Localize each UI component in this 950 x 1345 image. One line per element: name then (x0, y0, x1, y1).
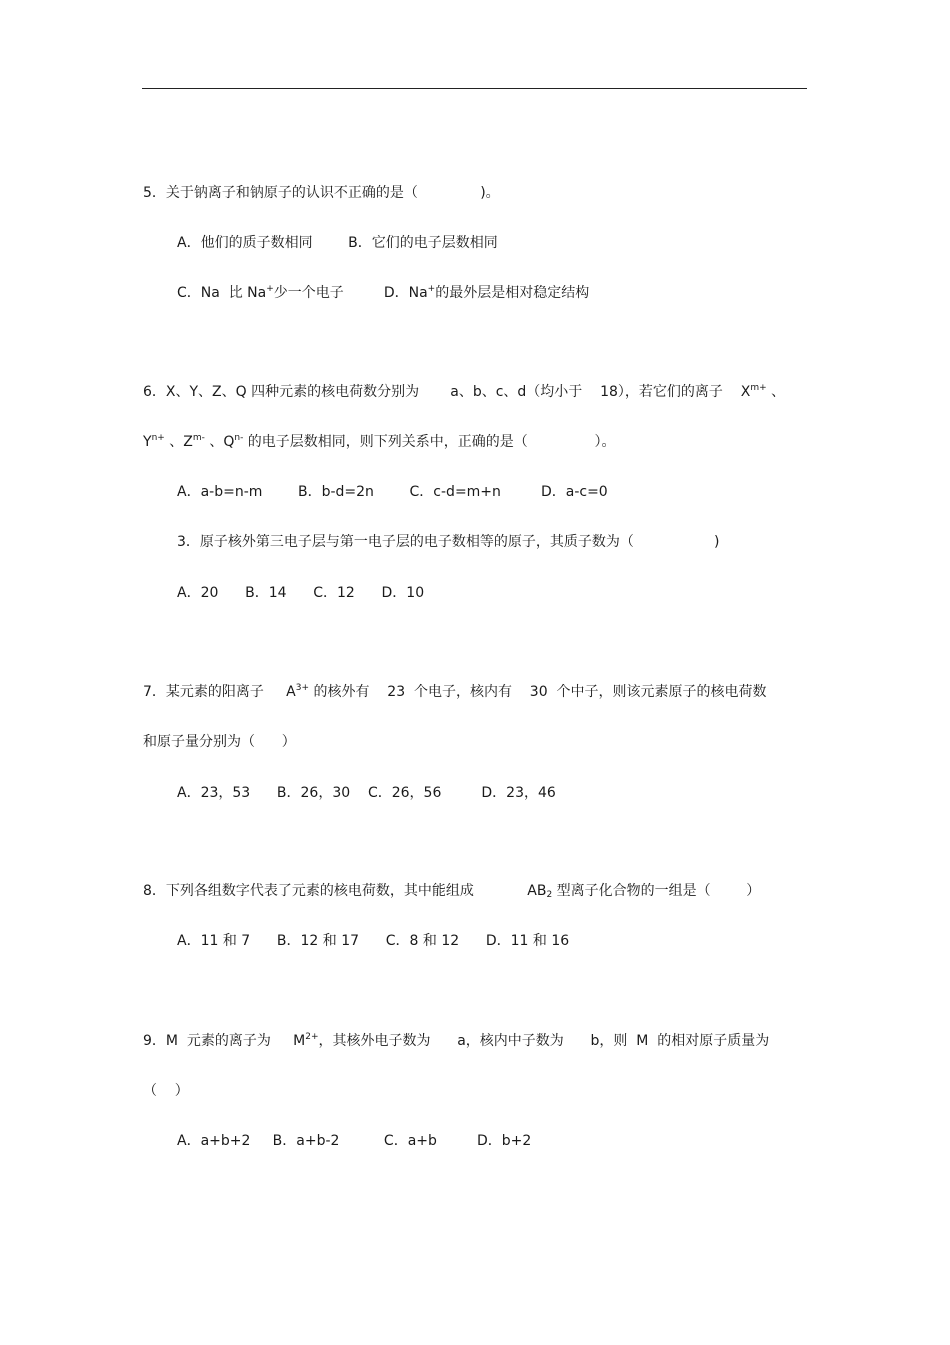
q5-options-ab: A．他们的质子数相同 B．它们的电子层数相同 (177, 235, 498, 251)
q7-options: A．23，53 B．26，30 C．26，56 D．23，46 (177, 785, 556, 801)
header-rule (142, 88, 807, 89)
q9-stem-line2: （ ） (143, 1083, 189, 1099)
q9-stem-line1: 9．M 元素的离子为 $M^{2+}$，其核外电子数为 a，核内中子数为 b，则 M 的相对原子质量为 (143, 1032, 770, 1049)
q6-options: A．a-b=n-m B．b-d=2n C．c-d=m+n D．a-c=0 (177, 484, 608, 500)
q6-stem-line1: 6．X、Y、Z、Q 四种元素的核电荷数分别为 a、b、c、d（均小于 18），若它们的离子 $X^{m+}$ 、 (143, 383, 786, 400)
q3-stem: 3．原子核外第三电子层与第一电子层的电子数相等的原子，其质子数为（ ) (177, 534, 720, 550)
q9-options: A．a+b+2 B．a+b-2 C．a+b D．b+2 (177, 1133, 532, 1149)
q8-stem: 8．下列各组数字代表了元素的核电荷数，其中能组成 $AB_2$ 型离子化合物的一组是（ ） (143, 883, 761, 900)
q3-options: A．20 B．14 C．12 D．10 (177, 585, 425, 601)
q6-stem-line2: $Y^{n+}$ 、$Z^{m-}$ 、$Q^{n-}$ 的电子层数相同，则下列关系中，正确的是（ ）。 (143, 433, 616, 450)
q5-stem: 5．关于钠离子和钠原子的认识不正确的是（ )。 (143, 185, 500, 201)
q7-stem-line1: 7．某元素的阳离子 $A^{3+}$ 的核外有 23 个电子，核内有 30 个中子，则该元素原子的核电荷数 (143, 683, 767, 700)
q5-options-cd: C．Na 比 Na+少一个电子 D．Na+的最外层是相对稳定结构 (177, 284, 590, 301)
q7-stem-line2: 和原子量分别为（ ） (143, 734, 296, 750)
q8-options: A．11 和 7 B．12 和 17 C．8 和 12 D．11 和 16 (177, 933, 570, 949)
